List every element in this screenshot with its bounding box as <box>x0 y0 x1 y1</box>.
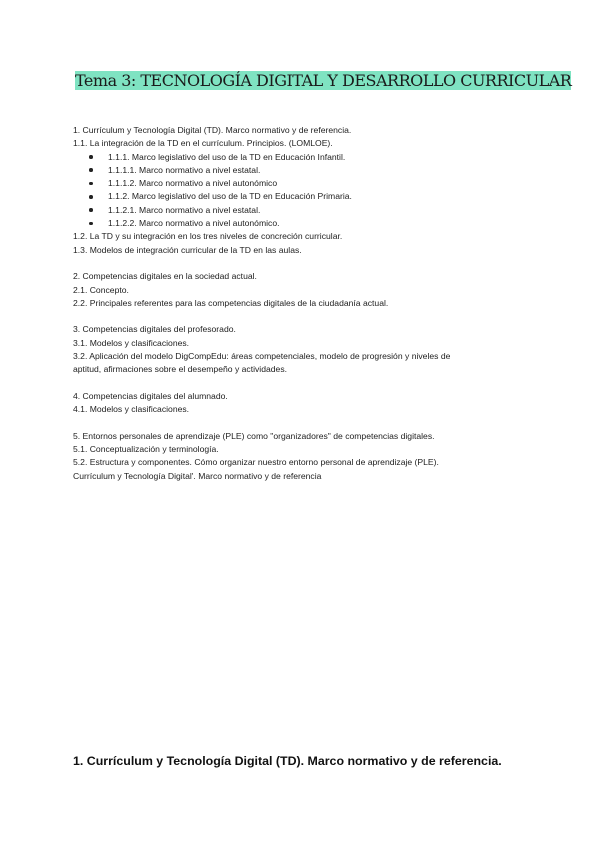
toc-line: 2.1. Concepto. <box>73 284 129 295</box>
bullet-icon <box>89 208 93 212</box>
table-of-contents <box>73 124 533 483</box>
bullet-icon <box>89 182 93 186</box>
spacer <box>73 257 533 270</box>
toc-line: 1.2. La TD y su integración en los tres niveles de concreción curricular. <box>73 231 343 242</box>
toc-line: 4. Competencias digitales del alumnado. <box>73 390 228 401</box>
bullet-icon <box>89 155 93 159</box>
toc-bullet-item <box>73 217 533 230</box>
bullet-icon <box>89 168 93 172</box>
toc-line: 3.1. Modelos y clasificaciones. <box>73 337 190 348</box>
spacer <box>73 310 533 323</box>
toc-line: 2.2. Principales referentes para las competencias digitales de la ciudadanía actual. <box>73 297 389 308</box>
toc-line: 4.1. Modelos y clasificaciones. <box>73 404 190 415</box>
toc-line: 5.2. Estructura y componentes. Cómo organizar nuestro entorno personal de aprendizaje (PLE). <box>73 457 439 468</box>
toc-bullet-text: 1.1.1. Marco legislativo del uso de la TD en Educación Infantil. <box>108 151 346 162</box>
document-title <box>73 70 573 92</box>
title-highlight <box>75 71 571 90</box>
toc-line: 3.2. Aplicación del modelo DigCompEdu: áreas competenciales, modelo de progresión y niveles de <box>73 351 451 362</box>
toc-line: Currículum y Tecnología Digital'. Marco normativo y de referencia <box>73 470 322 481</box>
spacer <box>73 377 533 390</box>
toc-bullet-text: 1.1.1.1. Marco normativo a nivel estatal. <box>108 164 261 175</box>
section-heading: 1. Currículum y Tecnología Digital (TD). Marco normativo y de referencia. <box>73 754 502 768</box>
toc-line: 1.1. La integración de la TD en el currículum. Principios. (LOMLOE). <box>73 138 333 149</box>
toc-bullet-text: 1.1.2. Marco legislativo del uso de la TD en Educación Primaria. <box>108 191 352 202</box>
toc-bullet-list <box>73 151 533 231</box>
toc-bullet-item <box>73 204 533 217</box>
toc-bullet-item <box>73 177 533 190</box>
toc-bullet-item <box>73 190 533 203</box>
spacer <box>73 417 533 430</box>
toc-line: aptitud, afirmaciones sobre el desempeño y actividades. <box>73 364 288 375</box>
bullet-icon <box>89 222 93 226</box>
toc-bullet-text: 1.1.2.2. Marco normativo a nivel autonómico. <box>108 218 280 229</box>
toc-bullet-text: 1.1.1.2. Marco normativo a nivel autonómico <box>108 178 278 189</box>
toc-bullet-item <box>73 164 533 177</box>
toc-line: 2. Competencias digitales en la sociedad actual. <box>73 271 257 282</box>
toc-line: 1. Currículum y Tecnología Digital (TD). Marco normativo y de referencia. <box>73 125 352 135</box>
toc-bullet-item <box>73 151 533 164</box>
toc-line: 5.1. Conceptualización y terminología. <box>73 444 219 455</box>
title-prefix: Tema 3: <box>75 71 141 90</box>
toc-line: 5. Entornos personales de aprendizaje (PLE) como "organizadores" de competencias digitales. <box>73 430 435 441</box>
toc-line: 1.3. Modelos de integración curricular de la TD en las aulas. <box>73 244 302 255</box>
toc-line: 3. Competencias digitales del profesorado. <box>73 324 236 335</box>
title-main: TECNOLOGÍA DIGITAL Y DESARROLLO CURRICULAR <box>140 71 572 90</box>
bullet-icon <box>89 195 93 199</box>
toc-bullet-text: 1.1.2.1. Marco normativo a nivel estatal. <box>108 204 261 215</box>
